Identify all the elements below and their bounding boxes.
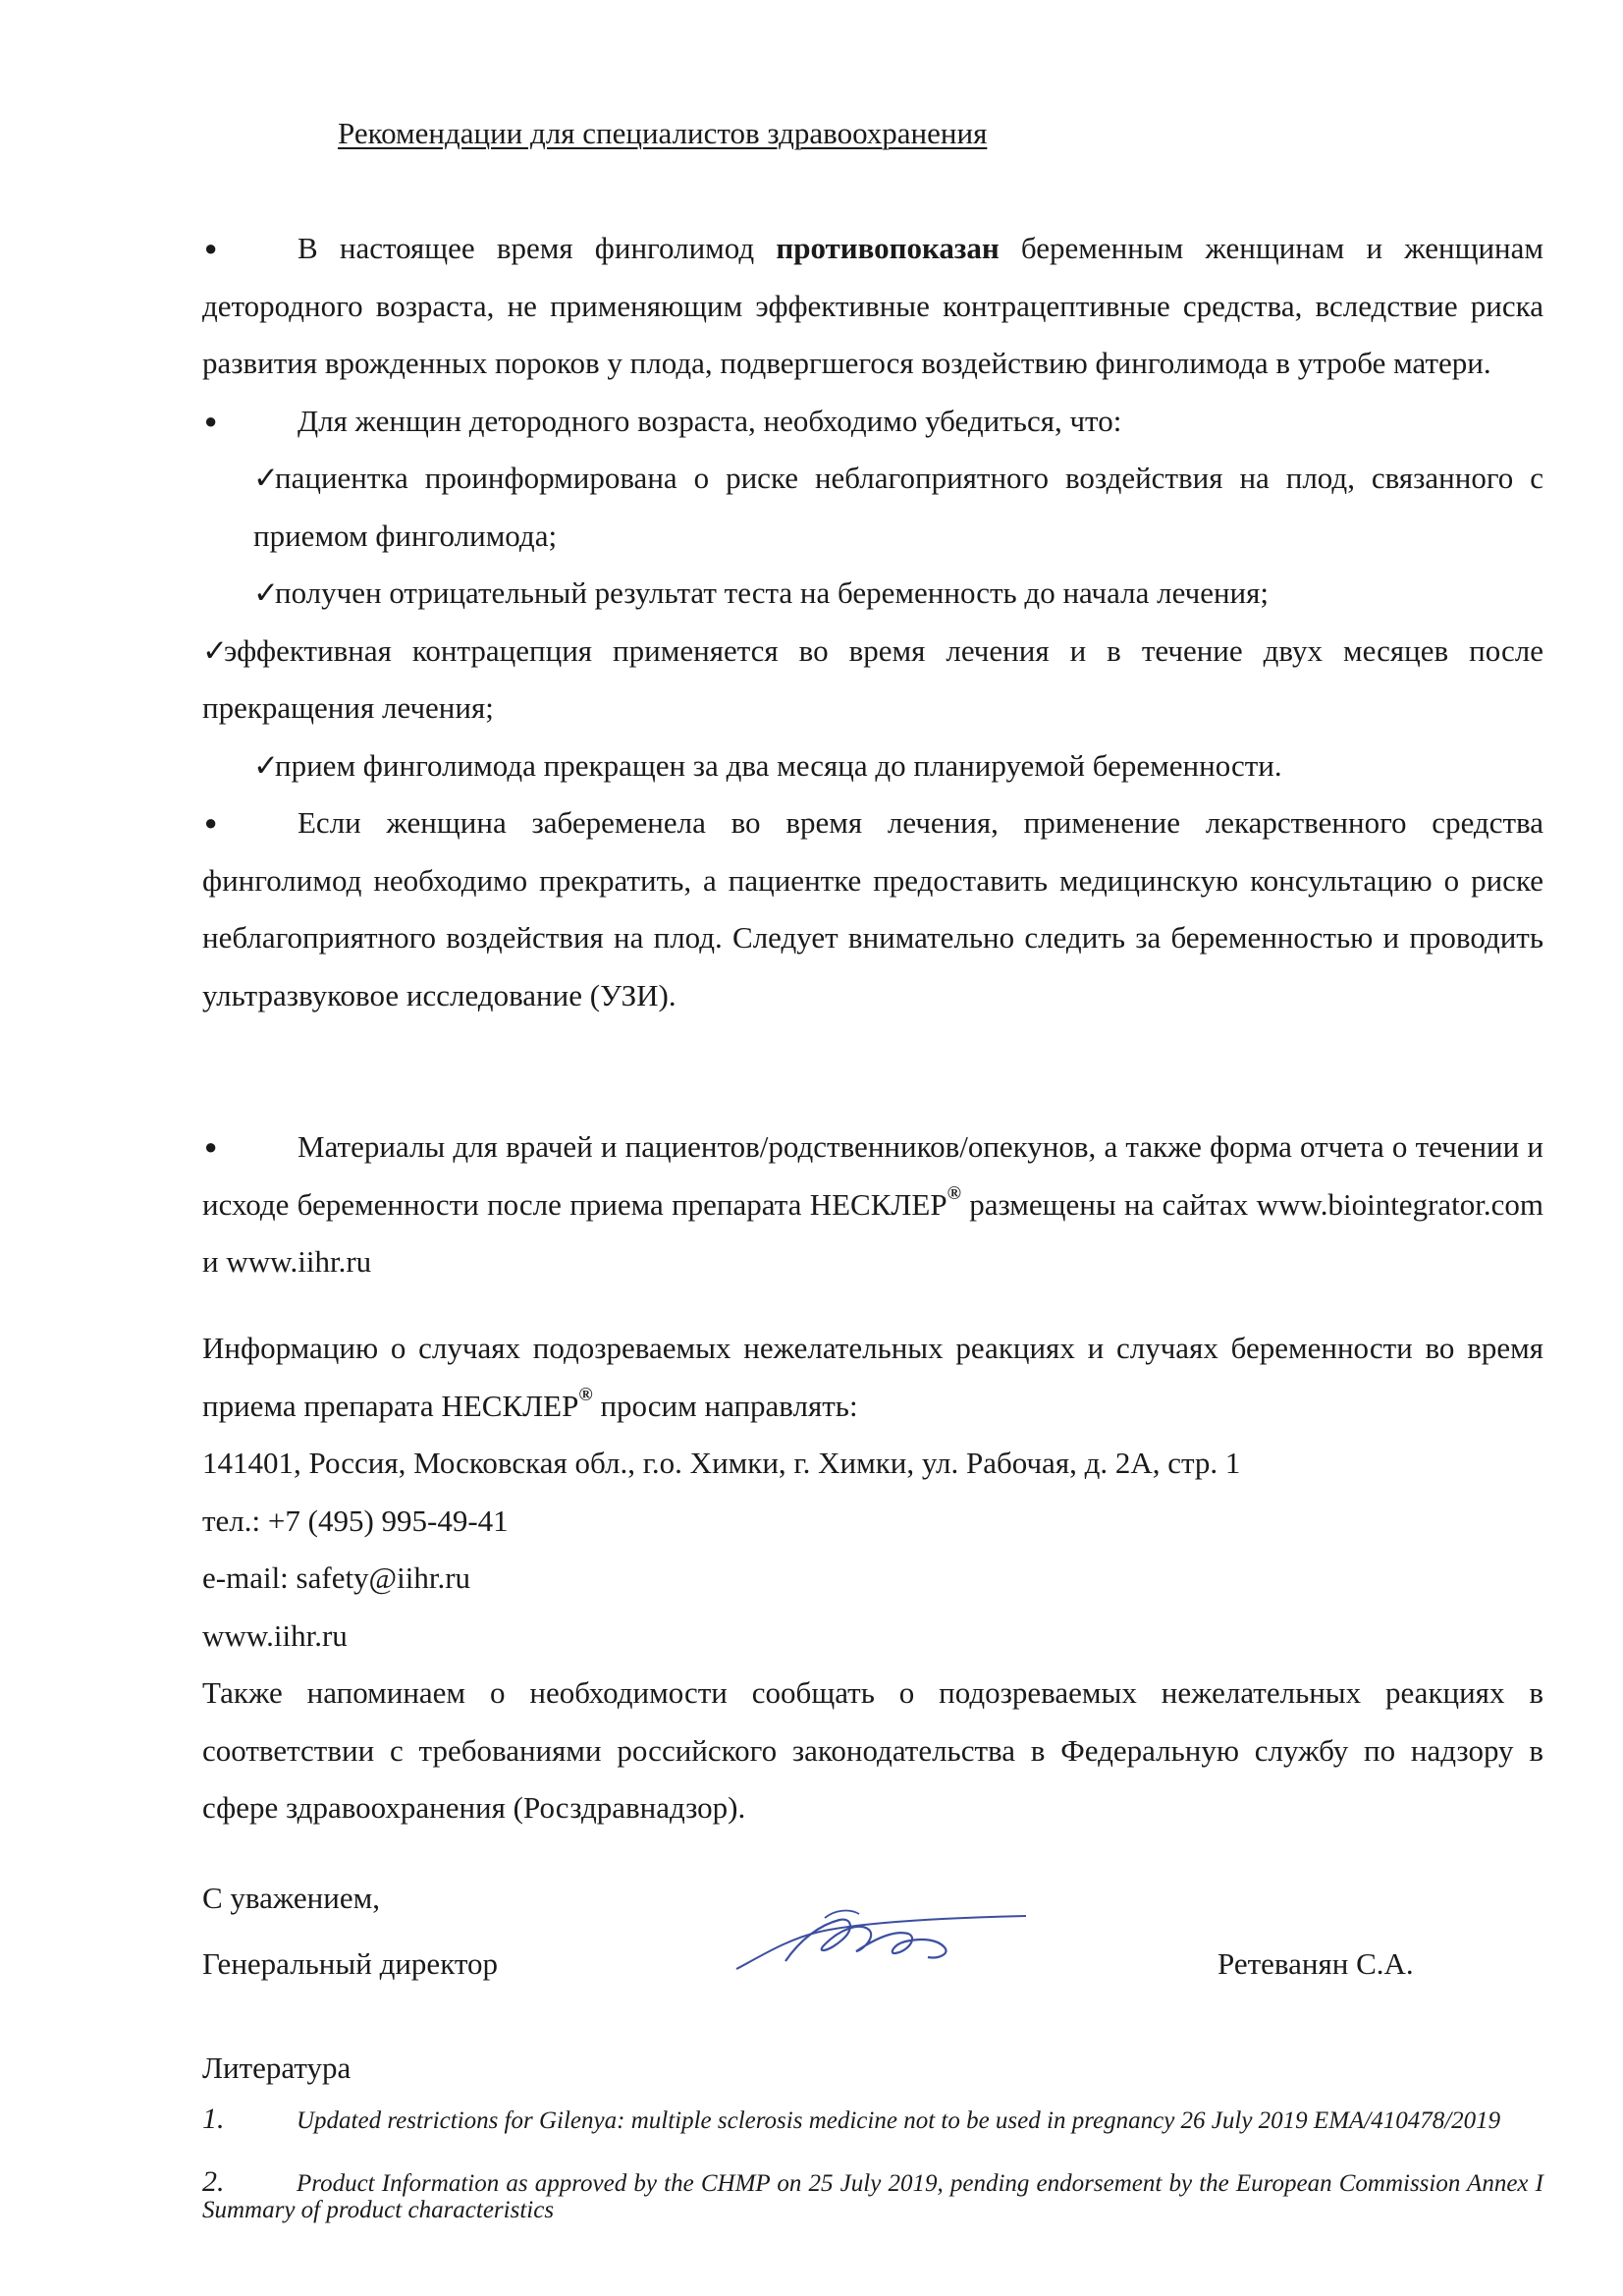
check-icon: ✓ [253,461,279,495]
contact-address: 141401, Россия, Московская обл., г.о. Химки, г. Химки, ул. Рабочая, д. 2А, стр. 1 [202,1446,1241,1480]
bullet-icon: ● [204,810,218,835]
reference-text: Updated restrictions for Gilenya: multiple sclerosis medicine not to be used in pregnancy 26 July 2019 EMA/410478/2019 [297,2107,1501,2134]
materials-section [202,1119,1543,1291]
reporting-reminder: Также напоминаем о необходимости сообщать о подозреваемых нежелательных реакциях в соответствии с требованиями российского законодательства в Федеральную службу по надзору в сфере здравоохранения (Росздравнадзор). [202,1675,1543,1825]
bullet-text: размещены на сайтах www.biointegrator.com и www.iihr.ru [202,1186,1543,1279]
handwritten-signature [727,1900,1031,1979]
bullet-women-of-childbearing-age [202,393,1543,451]
contact-intro [202,1320,1543,1435]
contact-email: e-mail: safety@iihr.ru [202,1560,471,1595]
bullet-bold-text: противопоказан [776,231,1000,265]
bullet-icon: ● [204,236,218,260]
bullet-contraindication [202,220,1543,393]
bullet-materials [202,1119,1543,1291]
signer-name: Ретеванян С.А. [1217,1946,1414,1981]
check-icon: ✓ [253,575,279,610]
reference-item [202,2165,1543,2223]
signer-position: Генеральный директор [202,1946,498,1981]
contact-intro-text: просим направлять: [592,1388,858,1423]
reference-text: Product Information as approved by the CHMP on 25 July 2019, pending endorsement by the European Commission Annex I Summary of product characteristics [202,2170,1543,2223]
bullet-text: Для женщин детородного возраста, необходимо убедиться, что: [298,403,1122,438]
document-title: Рекомендации для специалистов здравоохранения [338,116,988,150]
check-item [202,623,1543,738]
check-text: получен отрицательный результат теста на беременность до начала лечения; [275,575,1270,610]
check-text: прием финголимода прекращен за два месяца до планируемой беременности. [275,747,1282,783]
contact-phone: тел.: +7 (495) 995-49-41 [202,1503,509,1538]
registered-mark: ® [947,1183,961,1205]
bullet-pregnancy-during-treatment [202,794,1543,1024]
check-text: пациентка проинформирована о риске неблагоприятного воздействия на плод, связанного с приемом финголимода; [253,461,1543,553]
bullet-text: беременным женщинам и женщинам детородного возраста, не применяющим эффективные контрацептивные средства, вследствие риска развития врожденных пороков у плода, подвергшегося воздействию финголимода в утробе матери. [202,231,1543,380]
contact-intro-text: Информацию о случаях подозреваемых нежелательных реакциях и случаях беременности во время приема препарата НЕСКЛЕР [202,1331,1543,1423]
check-text: эффективная контрацепция применяется во время лечения и в течение двух месяцев после прекращения лечения; [202,632,1543,725]
contact-website: www.iihr.ru [202,1617,348,1653]
check-item [202,565,1543,623]
bullet-text: Материалы для врачей и пациентов/родственников/опекунов, а также форма отчета о течении и исходе беременности после приема препарата НЕСКЛЕР [202,1129,1543,1222]
references-title: Литература [202,2050,352,2085]
check-item [202,738,1543,795]
check-icon: ✓ [202,632,228,668]
bullet-text: Если женщина забеременела во время лечения, применение лекарственного средства финголимод необходимо прекратить, а пациентке предоставить медицинскую консультацию о риске неблагоприятного воздействия на плод. Следует внимательно следить за беременностью и проводить ультразвуковое исследование (УЗИ). [202,805,1543,1012]
reference-number: 2. [202,2165,225,2198]
registered-mark: ® [578,1385,593,1406]
bullet-icon: ● [204,1134,218,1159]
reference-number: 1. [202,2103,225,2135]
bullet-text: В настоящее время финголимод [298,231,777,265]
check-icon: ✓ [253,747,279,783]
closing-regards: С уважением, [202,1881,380,1915]
recommendations-section [202,220,1543,1024]
check-item [202,450,1543,565]
contact-section [202,1320,1543,1837]
reference-item [202,2105,1543,2134]
bullet-icon: ● [204,408,218,433]
